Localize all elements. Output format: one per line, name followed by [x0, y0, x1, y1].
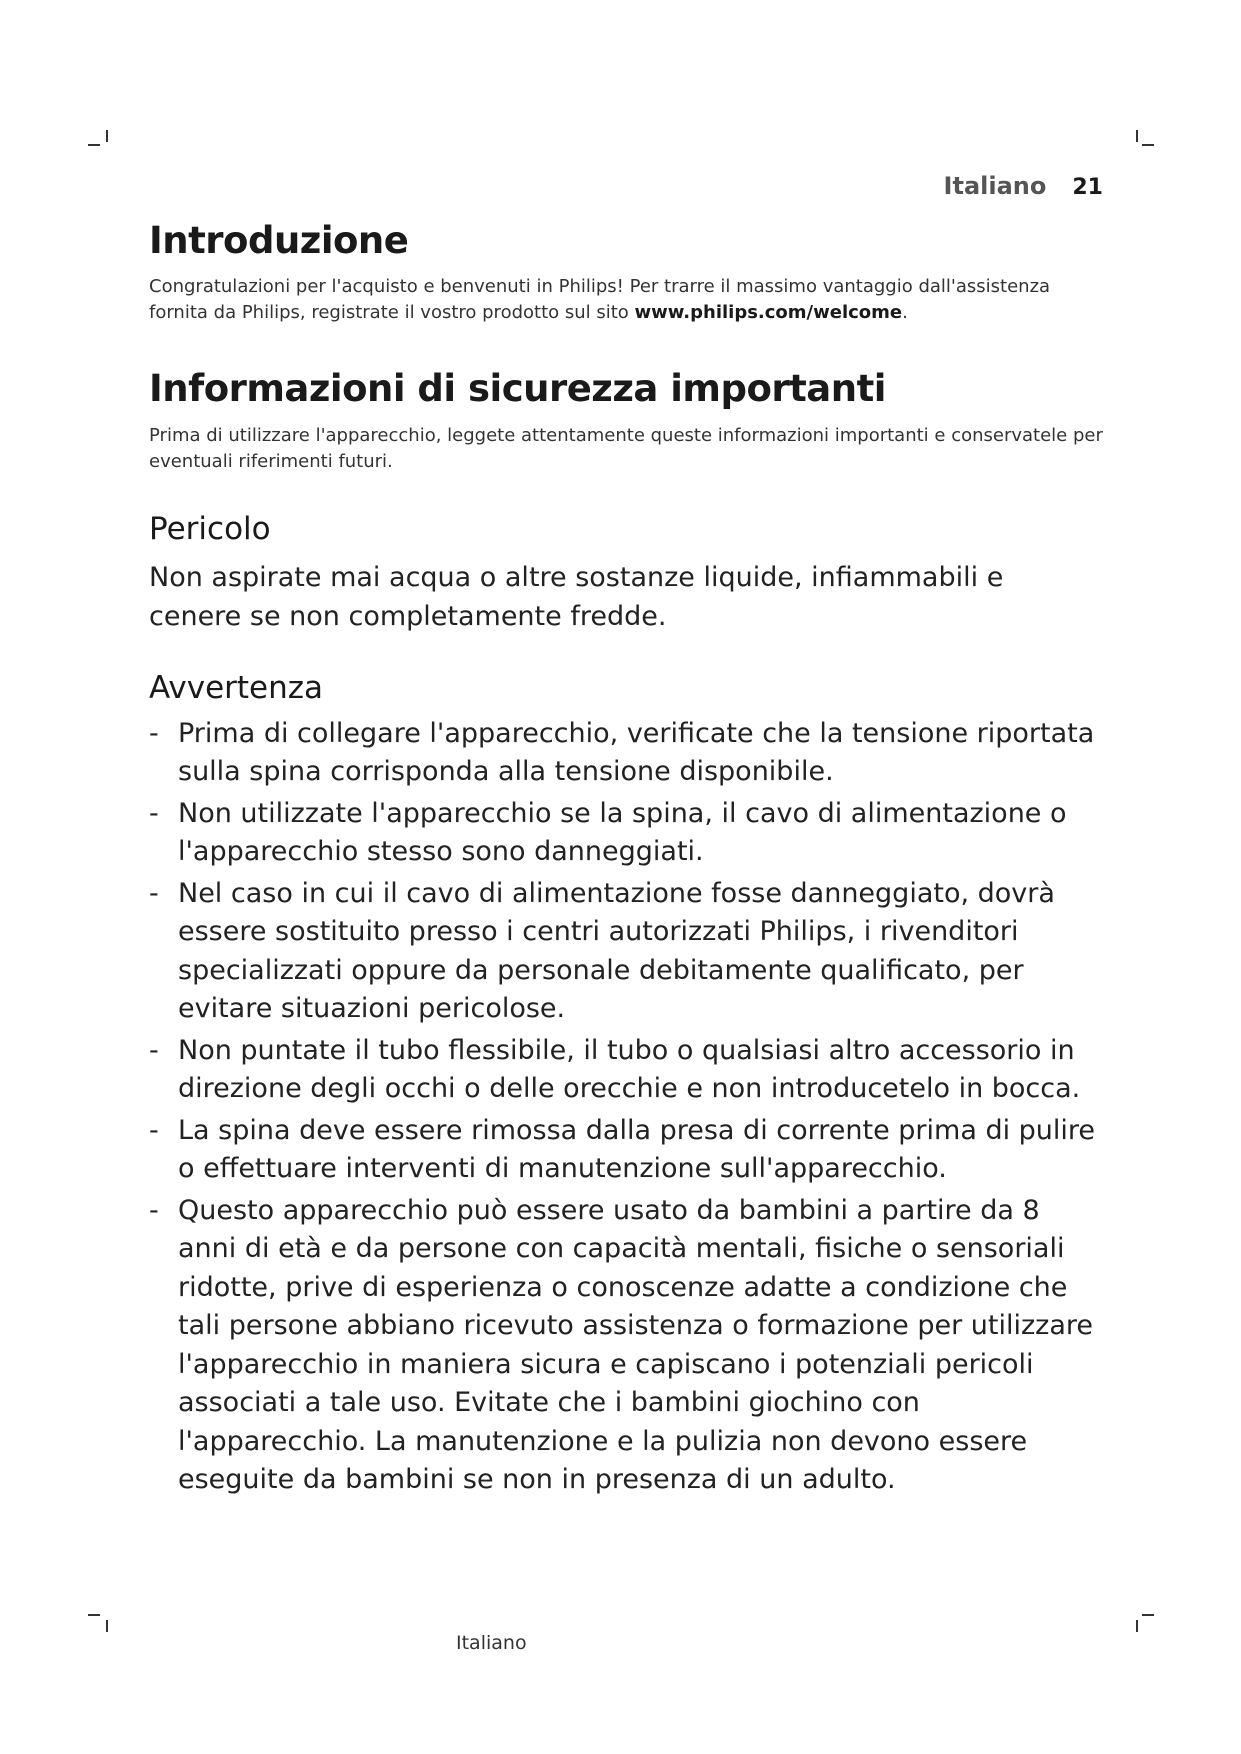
warning-item	[149, 875, 1104, 1029]
safety-intro: Prima di utilizzare l'apparecchio, leggete attentamente queste informazioni importanti e conservatele per eventuali riferimenti futuri.	[149, 424, 1103, 472]
intro-text: Congratulazioni per l'acquisto e benvenuti in Philips! Per trarre il massimo vantaggio dall'assistenza fornita da Philips, registrate il vostro prodotto sul sito	[149, 276, 1051, 324]
warning-item-text: Non puntate il tubo flessibile, il tubo o qualsiasi altro accessorio in direzione degli occhi o delle orecchie e non introducetelo in bocca.	[178, 1034, 1081, 1105]
danger-text: Non aspirate mai acqua o altre sostanze liquide, infiammabili e cenere se non completamente fredde.	[149, 561, 1004, 632]
warning-item-text: Questo apparecchio può essere usato da bambini a partire da 8 anni di età e da persone con capacità mentali, fisiche o sensoriali ridotte, prive di esperienza o conoscenze adatte a condizione che tali persone abbiano ricevuto assistenza o formazione per utilizzare l'apparecchio in maniera sicura e capiscano i potenziali pericoli associati a tale uso. Evitate che i bambini giochino con l'apparecchio. La manutenzione e la pulizia non devono essere eseguite da bambini se non in presenza di un adulto.	[178, 1194, 1093, 1496]
bullet-dash: -	[149, 1194, 159, 1226]
warning-item-text: Prima di collegare l'apparecchio, verificate che la tensione riportata sulla spina corrisponda alla tensione disponibile.	[178, 717, 1095, 788]
warning-item-text: Non utilizzate l'apparecchio se la spina, il cavo di alimentazione o l'apparecchio stesso sono danneggiati.	[178, 797, 1067, 868]
crop-mark-bottom-right-h	[1142, 1614, 1154, 1616]
warning-item-text: Nel caso in cui il cavo di alimentazione fosse danneggiato, dovrà essere sostituito presso i centri autorizzati Philips, i rivenditori specializzati oppure da personale debitamente qualificato, per evitare situazioni pericolose.	[178, 877, 1055, 1025]
crop-mark-top-right-v	[1136, 130, 1138, 142]
bullet-dash: -	[149, 1114, 159, 1146]
warning-item	[149, 1112, 1104, 1189]
crop-mark-top-left-v	[106, 130, 108, 142]
crop-mark-bottom-left-v	[106, 1620, 108, 1632]
danger-heading: Pericolo	[149, 510, 271, 547]
crop-mark-top-right-h	[1142, 144, 1154, 146]
bullet-dash: -	[149, 1034, 159, 1066]
warning-item-text: La spina deve essere rimossa dalla presa di corrente prima di pulire o effettuare interventi di manutenzione sull'apparecchio.	[178, 1114, 1096, 1185]
page-header	[944, 172, 1103, 200]
warning-list	[149, 715, 1104, 1500]
philips-welcome-link[interactable]: www.philips.com/welcome	[634, 302, 903, 324]
header-language: Italiano	[943, 172, 1047, 200]
bullet-dash: -	[149, 877, 159, 909]
warning-item	[149, 795, 1104, 872]
intro-text-end: .	[902, 302, 908, 324]
page-footer: Italiano	[456, 1632, 527, 1654]
warning-item	[149, 715, 1104, 792]
crop-mark-top-left-h	[88, 144, 100, 146]
warning-heading: Avvertenza	[149, 669, 324, 706]
intro-title: Introduzione	[149, 219, 409, 262]
bullet-dash: -	[149, 797, 159, 829]
warning-item	[149, 1032, 1104, 1109]
page-content	[149, 218, 1104, 1503]
crop-mark-bottom-left-h	[88, 1614, 100, 1616]
intro-paragraph	[149, 274, 1104, 326]
warning-item	[149, 1192, 1104, 1500]
page-number: 21	[1072, 175, 1103, 200]
bullet-dash: -	[149, 717, 159, 749]
safety-title: Informazioni di sicurezza importanti	[149, 367, 886, 411]
crop-mark-bottom-right-v	[1136, 1620, 1138, 1632]
